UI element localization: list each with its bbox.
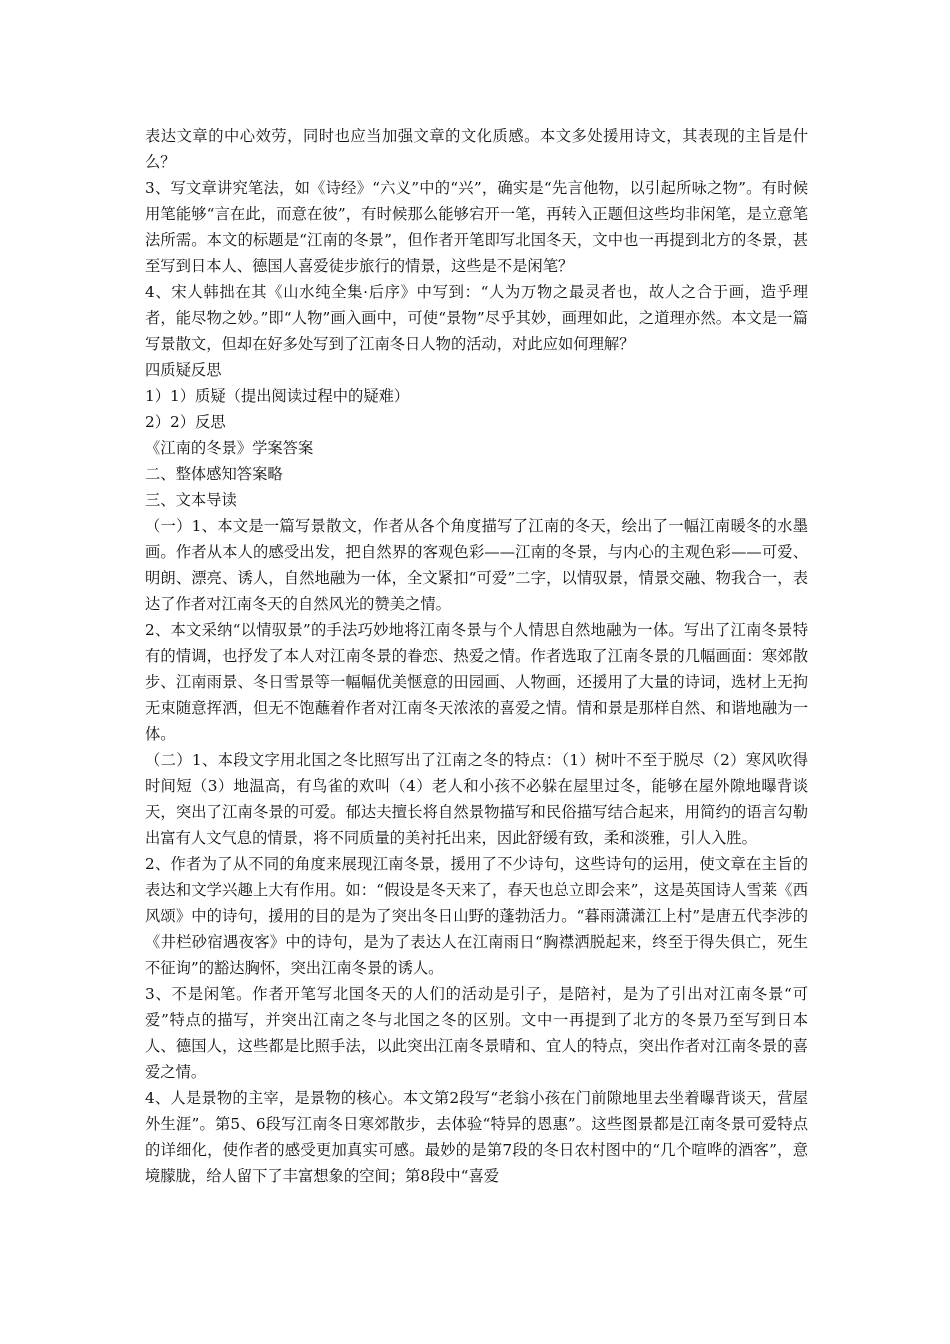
section-heading-guide: 三、文本导读 — [145, 491, 237, 509]
document-body — [145, 123, 808, 1189]
list-item-question: 1）1）质疑（提出阅读过程中的疑难） — [145, 387, 410, 405]
answer-title: 《江南的冬景》学案答案 — [145, 439, 314, 457]
paragraph-question-4: 4、宋人韩拙在其《山水纯全集·后序》中写到：“人为万物之最灵者也，故人之合于画，造乎理者，能尽物之妙。”即“人物”画入画中，可使“景物”尽乎其妙，画理如此，之道理亦然。本文是一篇写景散文，但却在好多处写到了江南冬日人物的活动，对此应如何理解？ — [145, 283, 808, 353]
section-heading-reflection: 四质疑反思 — [145, 361, 222, 379]
paragraph-answer-2-3: 3、不是闲笔。作者开笔写北国冬天的人们的活动是引子，是陪衬，是为了引出对江南冬景“可爱”特点的描写，并突出江南之冬与北国之冬的区别。文中一再提到了北方的冬景乃至写到日本人、德国人，这些都是比照手法，以此突出江南冬景晴和、宜人的特点，突出作者对江南冬景的喜爱之情。 — [145, 985, 808, 1081]
paragraph-answer-2-4: 4、人是景物的主宰，是景物的核心。本文第2段写“老翁小孩在门前隙地里去坐着曝背谈天，营屋外生涯”。第5、6段写江南冬日寒郊散步，去体验“特异的恩惠”。这些图景都是江南冬景可爱特点的详细化，使作者的感受更加真实可感。最妙的是第7段的冬日农村图中的“几个喧哗的酒客”，意境朦胧，给人留下了丰富想象的空间；第8段中“喜爱 — [145, 1089, 808, 1185]
list-item-reflection: 2）2）反思 — [145, 413, 226, 431]
paragraph-answer-2-1: （二）1、本段文字用北国之冬比照写出了江南之冬的特点：（1）树叶不至于脱尽（2）寒风吹得时间短（3）地温高，有鸟雀的欢叫（4）老人和小孩不必躲在屋里过冬，能够在屋外隙地曝背谈天，突出了江南冬景的可爱。郁达夫擅长将自然景物描写和民俗描写结合起来，用简约的语言勾勒出富有人文气息的情景，将不同质量的美衬托出来，因此舒缓有致，柔和淡雅，引人入胜。 — [145, 751, 808, 847]
paragraph-question-2-end: 表达文章的中心效劳，同时也应当加强文章的文化质感。本文多处援用诗文，其表现的主旨是什么？ — [145, 127, 808, 171]
section-heading-overall: 二、整体感知答案略 — [145, 465, 283, 483]
paragraph-question-3: 3、写文章讲究笔法，如《诗经》“六义”中的“兴”，确实是“先言他物，以引起所咏之物”。有时候用笔能够“言在此，而意在彼”，有时候那么能够宕开一笔，再转入正题但这些均非闲笔，是立意笔法所需。本文的标题是“江南的冬景”，但作者开笔即写北国冬天，文中也一再提到北方的冬景，甚至写到日本人、德国人喜爱徒步旅行的情景，这些是不是闲笔？ — [145, 179, 808, 275]
paragraph-answer-1-2: 2、本文采纳“以情驭景”的手法巧妙地将江南冬景与个人情思自然地融为一体。写出了江南冬景特有的情调，也抒发了本人对江南冬景的眷恋、热爱之情。作者选取了江南冬景的几幅画面：寒郊散步、江南雨景、冬日雪景等一幅幅优美惬意的田园画、人物画，还援用了大量的诗词，选材上无拘无束随意挥洒，但无不饱蘸着作者对江南冬天浓浓的喜爱之情。情和景是那样自然、和谐地融为一体。 — [145, 621, 808, 743]
paragraph-answer-2-2: 2、作者为了从不同的角度来展现江南冬景，援用了不少诗句，这些诗句的运用，使文章在主旨的表达和文学兴趣上大有作用。如：“假设是冬天来了，春天也总立即会来”，这是英国诗人雪莱《西风颂》中的诗句，援用的目的是为了突出冬日山野的蓬勃活力。“暮雨潇潇江上村”是唐五代李涉的《井栏砂宿遇夜客》中的诗句，是为了表达人在江南雨日“胸襟洒脱起来，终至于得失俱亡，死生不征询”的豁达胸怀，突出江南冬景的诱人。 — [145, 855, 808, 977]
paragraph-answer-1-1: （一）1、本文是一篇写景散文，作者从各个角度描写了江南的冬天，绘出了一幅江南暖冬的水墨画。作者从本人的感受出发，把自然界的客观色彩——江南的冬景，与内心的主观色彩——可爱、明朗、漂亮、诱人，自然地融为一体，全文紧扣“可爱”二字，以情驭景，情景交融、物我合一，表达了作者对江南冬天的自然风光的赞美之情。 — [145, 517, 808, 613]
